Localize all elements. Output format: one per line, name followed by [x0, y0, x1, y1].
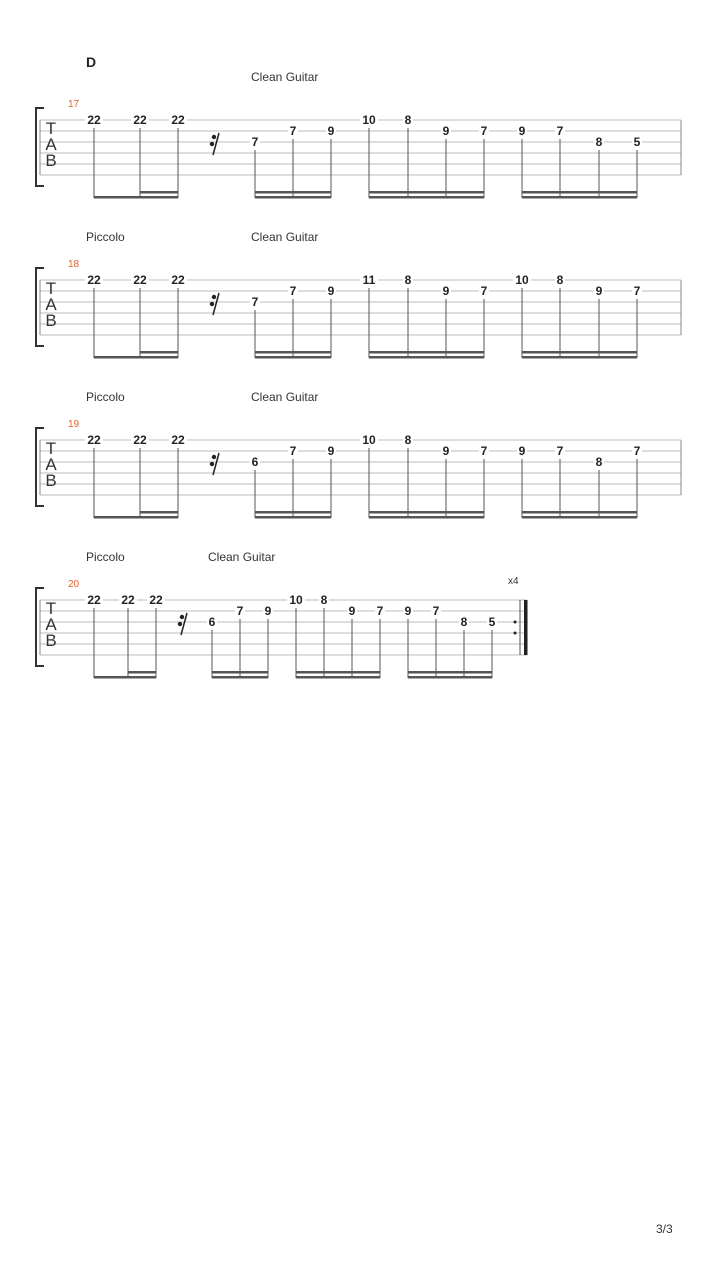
fret-number: 8	[404, 433, 412, 447]
fret-number: 7	[236, 604, 244, 618]
fret-number: 9	[348, 604, 356, 618]
beam-secondary	[522, 511, 637, 514]
measure-number: 20	[68, 579, 80, 590]
beam-primary	[369, 516, 484, 519]
fret-number: 5	[488, 615, 496, 629]
beam-primary	[255, 196, 331, 199]
fret-number: 8	[556, 273, 564, 287]
fret-number: 9	[264, 604, 272, 618]
beam-primary	[94, 196, 178, 199]
instrument-label: Piccolo	[86, 550, 125, 564]
beam-secondary	[522, 191, 637, 194]
fret-number: 9	[327, 444, 335, 458]
fret-number: 7	[251, 295, 259, 309]
beam-primary	[522, 196, 637, 199]
fret-number: 5	[633, 135, 641, 149]
fret-number: 9	[518, 444, 526, 458]
page-number: 3/3	[656, 1222, 673, 1236]
fret-number: 10	[362, 433, 376, 447]
fret-number: 22	[171, 113, 185, 127]
rest-flag-dot	[210, 462, 214, 466]
beam-secondary	[296, 671, 380, 674]
beam-secondary	[522, 351, 637, 354]
fret-number: 7	[480, 284, 488, 298]
fret-number: 8	[595, 455, 603, 469]
rest-flag-dot	[212, 295, 216, 299]
beam-primary	[94, 516, 178, 519]
fret-number: 22	[149, 593, 163, 607]
fret-number: 22	[133, 273, 147, 287]
repeat-dot	[514, 621, 517, 624]
fret-number: 9	[404, 604, 412, 618]
beam-secondary	[140, 191, 178, 194]
beam-primary	[369, 356, 484, 359]
fret-number: 7	[480, 444, 488, 458]
fret-number: 7	[289, 284, 297, 298]
fret-number: 22	[171, 433, 185, 447]
measure-number: 19	[68, 419, 80, 430]
fret-number: 22	[87, 113, 101, 127]
fret-number: 6	[251, 455, 259, 469]
rest-flag-dot	[212, 455, 216, 459]
beam-secondary	[140, 511, 178, 514]
fret-number: 9	[442, 284, 450, 298]
fret-number: 9	[442, 124, 450, 138]
final-repeat-bar	[524, 600, 528, 655]
tab-clef-letter: T	[45, 279, 57, 298]
fret-number: 6	[208, 615, 216, 629]
rest-flag-dot	[210, 142, 214, 146]
tab-clef-letter: T	[45, 119, 57, 138]
beam-primary	[522, 516, 637, 519]
fret-number: 7	[556, 444, 564, 458]
tab-clef-letter: T	[45, 439, 57, 458]
beam-primary	[94, 356, 178, 359]
fret-number: 10	[515, 273, 529, 287]
fret-number: 7	[633, 284, 641, 298]
fret-number: 22	[133, 113, 147, 127]
fret-number: 7	[289, 124, 297, 138]
tab-clef-letter: B	[45, 631, 57, 650]
instrument-label: Clean Guitar	[251, 390, 319, 404]
beam-secondary	[128, 671, 156, 674]
fret-number: 22	[87, 433, 101, 447]
fret-number: 7	[289, 444, 297, 458]
beam-primary	[212, 676, 268, 679]
fret-number: 11	[362, 273, 376, 287]
beam-primary	[522, 356, 637, 359]
beam-secondary	[212, 671, 268, 674]
fret-number: 8	[595, 135, 603, 149]
beam-secondary	[369, 191, 484, 194]
beam-secondary	[140, 351, 178, 354]
fret-number: 7	[480, 124, 488, 138]
fret-number: 9	[595, 284, 603, 298]
repeat-count: x4	[508, 576, 519, 587]
fret-number: 10	[289, 593, 303, 607]
fret-number: 7	[432, 604, 440, 618]
tab-clef-letter: T	[45, 599, 57, 618]
fret-number: 8	[460, 615, 468, 629]
measure-number: 17	[68, 99, 80, 110]
tab-clef-letter: A	[45, 615, 57, 634]
repeat-dot	[514, 632, 517, 635]
rest-flag-dot	[178, 622, 182, 626]
beam-secondary	[369, 351, 484, 354]
tab-clef-letter: B	[45, 151, 57, 170]
beam-secondary	[408, 671, 492, 674]
instrument-label: Clean Guitar	[208, 550, 276, 564]
tab-clef-letter: B	[45, 311, 57, 330]
fret-number: 22	[171, 273, 185, 287]
fret-number: 7	[556, 124, 564, 138]
beam-secondary	[369, 511, 484, 514]
fret-number: 7	[633, 444, 641, 458]
fret-number: 22	[133, 433, 147, 447]
rest-flag-dot	[210, 302, 214, 306]
beam-secondary	[255, 191, 331, 194]
fret-number: 9	[327, 284, 335, 298]
fret-number: 22	[87, 273, 101, 287]
beam-primary	[296, 676, 380, 679]
fret-number: 9	[327, 124, 335, 138]
beam-primary	[408, 676, 492, 679]
instrument-label: Piccolo	[86, 230, 125, 244]
beam-secondary	[255, 511, 331, 514]
fret-number: 22	[121, 593, 135, 607]
rest-flag-dot	[212, 135, 216, 139]
fret-number: 9	[518, 124, 526, 138]
beam-primary	[369, 196, 484, 199]
instrument-label: Piccolo	[86, 390, 125, 404]
fret-number: 22	[87, 593, 101, 607]
fret-number: 8	[320, 593, 328, 607]
instrument-label: Clean Guitar	[251, 230, 319, 244]
fret-number: 9	[442, 444, 450, 458]
fret-number: 7	[376, 604, 384, 618]
tab-clef-letter: A	[45, 135, 57, 154]
section-marker: D	[86, 54, 97, 70]
fret-number: 10	[362, 113, 376, 127]
instrument-label: Clean Guitar	[251, 70, 319, 84]
tab-clef-letter: A	[45, 295, 57, 314]
tab-clef-letter: A	[45, 455, 57, 474]
beam-primary	[94, 676, 156, 679]
beam-primary	[255, 356, 331, 359]
beam-primary	[255, 516, 331, 519]
beam-secondary	[255, 351, 331, 354]
tab-clef-letter: B	[45, 471, 57, 490]
fret-number: 8	[404, 273, 412, 287]
measure-number: 18	[68, 259, 80, 270]
fret-number: 8	[404, 113, 412, 127]
fret-number: 7	[251, 135, 259, 149]
rest-flag-dot	[180, 615, 184, 619]
